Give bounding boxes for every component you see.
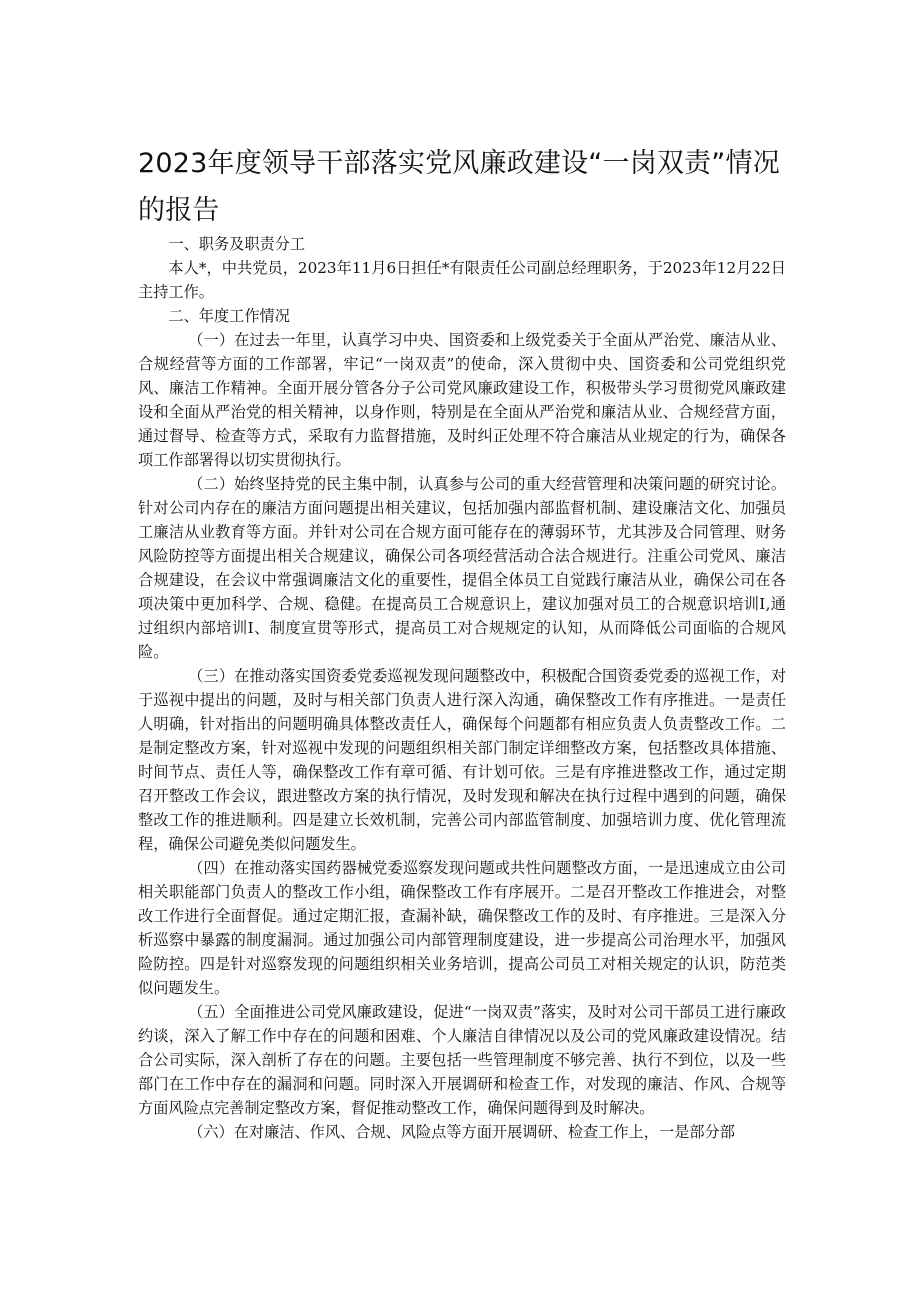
paragraph-item-1: （一）在过去一年里，认真学习中央、国资委和上级党委关于全面从严治党、廉洁从业、合规经营等方面的工作部署，牢记“一岗双责”的使命，深入贯彻中央、国资委和公司党组织党风、廉洁工作精神。全面开展分管各分子公司党风廉政建设工作，积极带头学习贯彻党风廉政建设和全面从严治党的相关精神，以身作则，特别是在全面从严治党和廉洁从业、合规经营方面，通过督导、检查等方式，采取有力监督措施，及时纠正处理不符合廉洁从业规定的行为，确保各项工作部署得以切实贯彻执行。 [138,331,786,469]
document-title: 2023年度领导干部落实党风廉政建设“一岗双责”情况的报告 [138,148,780,226]
paragraph-item-5: （五）全面推进公司党风廉政建设，促进“一岗双责”落实，及时对公司干部员工进行廉政约谈，深入了解工作中存在的问题和困难、个人廉洁自律情况以及公司的党风廉政建设情况。结合公司实际，深入剖析了存在的问题。主要包括一些管理制度不够完善、执行不到位，以及一些部门在工作中存在的漏洞和问题。同时深入开展调研和检查工作，对发现的廉洁、作风、合规等方面风险点完善制定整改方案，督促推动整改工作，确保问题得到及时解决。 [138,1003,786,1117]
paragraph-item-3: （三）在推动落实国资委党委巡视发现问题整改中，积极配合国资委党委的巡视工作，对于巡视中提出的问题，及时与相关部门负责人进行深入沟通，确保整改工作有序推进。一是责任人明确，针对指出的问题明确具体整改责任人，确保每个问题都有相应负责人负责整改工作。二是制定整改方案，针对巡视中发现的问题组织相关部门制定详细整改方案，包括整改具体措施、时间节点、责任人等，确保整改工作有章可循、有计划可依。三是有序推进整改工作，通过定期召开整改工作会议，跟进整改方案的执行情况，及时发现和解决在执行过程中遇到的问题，确保整改工作的推进顺利。四是建立长效机制，完善公司内部监管制度、加强培训力度、优化管理流程，确保公司避免类似问题发生。 [138,667,786,853]
section-heading-annual-work: 二、年度工作情况 [168,307,290,325]
paragraph-item-2: （二）始终坚持党的民主集中制，认真参与公司的重大经营管理和决策问题的研究讨论。针对公司内存在的廉洁方面问题提出相关建议，包括加强内部监督机制、建设廉洁文化、加强员工廉洁从业教育等方面。并针对公司在合规方面可能存在的薄弱环节，尤其涉及合同管理、财务风险防控等方面提出相关合规建议，确保公司各项经营活动合法合规进行。注重公司党风、廉洁合规建设，在会议中常强调廉洁文化的重要性，提倡全体员工自觉践行廉洁从业，确保公司在各项决策中更加科学、合规、稳健。在提高员工合规意识上，建议加强对员工的合规意识培训Ⅰ,通过组织内部培训Ⅰ、制度宣贯等形式，提高员工对合规规定的认知，从而降低公司面临的合规风险。 [138,475,786,661]
paragraph-duties: 本人*，中共党员，2023年11月6日担任*有限责任公司副总经理职务，于2023年12月22日主持工作。 [138,259,786,301]
document-body [138,232,786,1144]
paragraph-item-4: （四）在推动落实国药器械党委巡察发现问题或共性问题整改方面，一是迅速成立由公司相关职能部门负责人的整改工作小组，确保整改工作有序展开。二是召开整改工作推进会，对整改工作进行全面督促。通过定期汇报，查漏补缺，确保整改工作的及时、有序推进。三是深入分析巡察中暴露的制度漏洞。通过加强公司内部管理制度建设，进一步提高公司治理水平，加强风险防控。四是针对巡察发现的问题组织相关业务培训，提高公司员工对相关规定的认识，防范类似问题发生。 [138,859,786,997]
paragraph-item-6: （六）在对廉洁、作风、合规、风险点等方面开展调研、检查工作上，一是部分部 [188,1123,735,1141]
section-heading-duties: 一、职务及职责分工 [168,235,306,253]
